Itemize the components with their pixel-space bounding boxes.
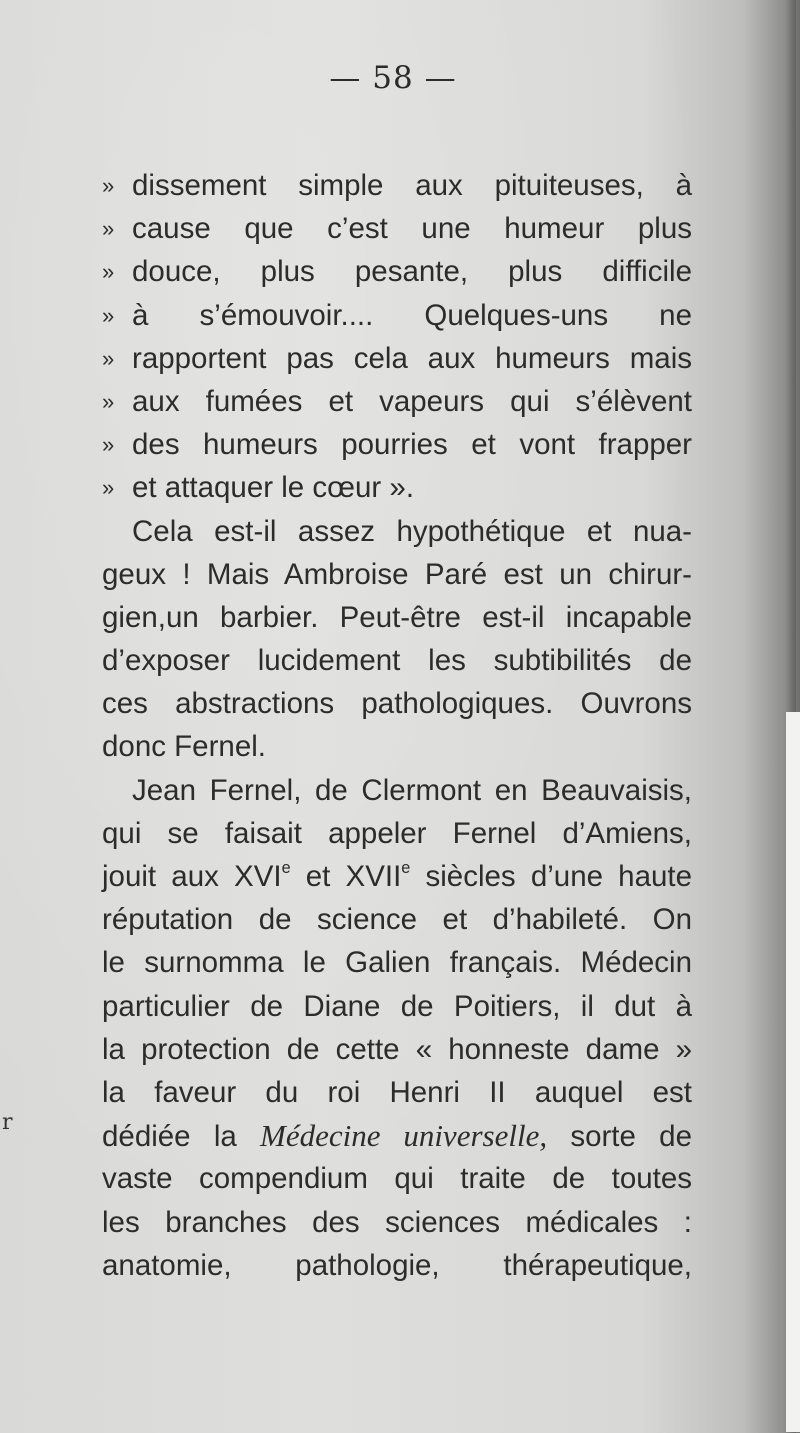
text-run: jouit aux XVI (102, 860, 282, 893)
quote-mark: » (102, 216, 115, 242)
paragraph-line: Jean Fernel, de Clermont en Beauvaisis, (132, 773, 692, 807)
text-run: sorte de (547, 1120, 692, 1154)
page-number: — 58 — (329, 60, 457, 96)
paragraph-line: la faveur du roi Henri II auquel est (102, 1075, 692, 1109)
paragraph-line: les branches des sciences médicales : (102, 1205, 692, 1239)
quoted-line-text: douce, plus pesante, plus difficile (132, 255, 692, 289)
quoted-line (102, 337, 692, 380)
quote-mark: » (102, 388, 115, 414)
quoted-line-text: cause que c’est une humeur plus (132, 212, 692, 246)
quoted-line (102, 423, 692, 466)
quote-mark: » (102, 475, 115, 501)
paragraph-line: donc Fernel. (102, 730, 266, 764)
quoted-line (102, 466, 692, 509)
quote-mark: » (102, 345, 115, 371)
book-title-italic: Médecine universelle, (260, 1118, 548, 1154)
superscript: e (281, 859, 291, 878)
quote-mark: » (102, 259, 115, 285)
paragraph-line (102, 1114, 692, 1157)
page-edge-paper (786, 712, 800, 1432)
paragraph-line: vaste compendium qui traite de toutes (102, 1162, 692, 1196)
quoted-line (102, 207, 692, 250)
paragraph-line: geux ! Mais Ambroise Paré est un chirur- (102, 557, 692, 591)
body-text (102, 164, 692, 1287)
quoted-line (102, 294, 692, 337)
paragraph-line: la protection de cette « honneste dame » (102, 1032, 692, 1066)
paragraph-line: anatomie, pathologie, thérapeutique, (102, 1248, 692, 1282)
quote-mark: » (102, 432, 115, 458)
paragraph-line: qui se faisait appeler Fernel d’Amiens, (102, 816, 692, 850)
quoted-line-text: et attaquer le cœur ». (132, 471, 415, 505)
quoted-line (102, 164, 692, 207)
quoted-line (102, 380, 692, 423)
paragraph-line: le surnomma le Galien français. Médecin (102, 946, 692, 980)
quote-mark: » (102, 302, 115, 328)
quote-mark: » (102, 173, 115, 198)
margin-mark: r (2, 1110, 13, 1135)
quoted-line (102, 250, 692, 293)
quoted-line-text: aux fumées et vapeurs qui s’élèvent (132, 384, 692, 418)
paragraph-line: d’exposer lucidement les subtibilités de (102, 644, 692, 678)
text-run: et XVII (290, 860, 402, 893)
paragraph-line: ces abstractions pathologiques. Ouvrons (102, 687, 692, 721)
paragraph-line: particulier de Diane de Poitiers, il dut à (102, 989, 692, 1023)
text-run: dédiée la (102, 1120, 261, 1154)
quoted-line-text: rapportent pas cela aux humeurs mais (132, 341, 692, 375)
quoted-line-text: à s’émouvoir.... Quelques-uns ne (132, 298, 692, 332)
quoted-line-text: dissement simple aux pituiteuses, à (132, 169, 692, 202)
quoted-line-text: des humeurs pourries et vont frapper (132, 428, 692, 462)
text-run: siècles d’une haute (410, 860, 693, 893)
paragraph-line: réputation de science et d’habileté. On (102, 903, 692, 937)
superscript: e (401, 859, 411, 878)
paragraph-line: gien,un barbier. Peut-être est-il incapable (102, 600, 692, 634)
paragraph-line (102, 855, 692, 898)
paragraph-line: Cela est-il assez hypothétique et nua- (132, 514, 692, 548)
